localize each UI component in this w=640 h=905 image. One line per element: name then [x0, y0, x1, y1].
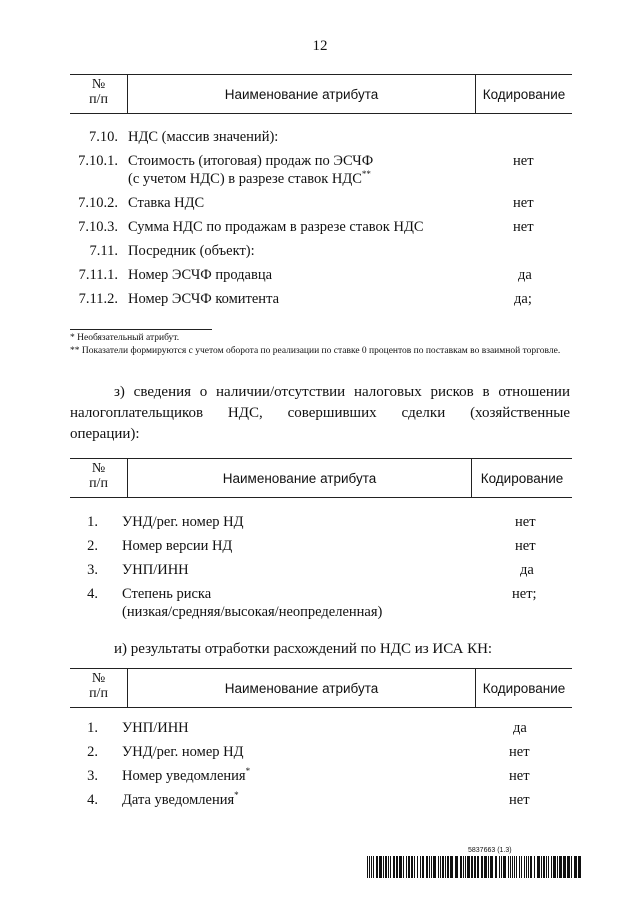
item-number: 4.: [87, 586, 98, 602]
item-code: нет;: [512, 586, 537, 602]
item-code: да;: [514, 291, 532, 307]
item-name: Стоимость (итоговая) продаж по ЭСЧФ: [128, 153, 374, 169]
item-number: 7.10.: [89, 129, 118, 145]
item-code: нет: [509, 792, 530, 808]
barcode-icon: [367, 856, 581, 878]
item-name: Сумма НДС по продажам в разрезе ставок НДС: [128, 219, 424, 235]
header-code-cell: Кодирование: [482, 86, 566, 102]
item-number: 2.: [87, 744, 98, 760]
item-name: УНД/рег. номер НД: [122, 514, 244, 530]
item-name: [122, 767, 250, 785]
header-name-cell: Наименование атрибута: [128, 75, 476, 113]
item-name: УНП/ИНН: [122, 562, 189, 578]
table-header-3: [70, 668, 572, 708]
item-code: да: [513, 720, 527, 736]
item-number: 7.10.2.: [78, 195, 118, 211]
item-code: да: [518, 267, 532, 283]
item-code: нет: [515, 538, 536, 554]
header-num-cell: [70, 459, 128, 497]
header-num-abbr: п/п: [89, 476, 108, 491]
footnote-divider: [70, 329, 212, 330]
item-name: Степень риска: [122, 586, 212, 602]
footnote-1: * Необязательный атрибут.: [70, 333, 180, 343]
header-num-cell: [70, 669, 128, 707]
item-number: 7.11.1.: [78, 267, 118, 283]
footnote-mark: *: [245, 766, 251, 777]
paragraph-z-line1: з) сведения о наличии/отсутствии налоговых рисков в отношении: [114, 384, 570, 400]
header-num-abbr: п/п: [89, 92, 108, 107]
item-code: да: [520, 562, 534, 578]
item-name-line2: (низкая/средняя/высокая/неопределенная): [122, 604, 383, 620]
item-number: 3.: [87, 562, 98, 578]
item-name: Ставка НДС: [128, 195, 205, 211]
header-num-abbr: п/п: [89, 686, 108, 701]
item-code: нет: [513, 153, 534, 169]
item-name: НДС (массив значений):: [128, 129, 279, 145]
item-number: 7.10.3.: [78, 219, 118, 235]
item-number: 1.: [87, 720, 98, 736]
item-number: 3.: [87, 768, 98, 784]
table-header-1: [70, 74, 572, 114]
paragraph-i: и) результаты отработки расхождений по НДС из ИСА КН:: [114, 641, 493, 657]
table-header-2: [70, 458, 572, 498]
header-num-symbol: №: [91, 461, 106, 476]
item-name: УНП/ИНН: [122, 720, 189, 736]
item-name-text: Номер уведомления: [122, 768, 246, 784]
header-code-cell: Кодирование: [482, 680, 566, 696]
footnote-mark: *: [234, 790, 239, 801]
item-code: нет: [513, 219, 534, 235]
item-code: нет: [513, 195, 534, 211]
item-number: 2.: [87, 538, 98, 554]
item-name-continued: [128, 170, 371, 188]
item-name: Номер ЭСЧФ продавца: [128, 267, 273, 283]
item-number: 7.11.: [89, 243, 118, 259]
item-name-text: Дата уведомления: [122, 792, 235, 808]
paragraph-z-line3: операции):: [70, 426, 140, 442]
paragraph-z: [70, 382, 570, 448]
item-name-line2: (с учетом НДС) в разрезе ставок НДС: [128, 171, 362, 187]
header-num-symbol: №: [91, 77, 106, 92]
item-number: 7.10.1.: [78, 153, 118, 169]
item-name: Посредник (объект):: [128, 243, 255, 259]
barcode-label: 5837663 (1.3): [468, 847, 512, 854]
paragraph-z-line2: налогоплательщиков НДС, совершивших сделки (хозяйственные: [70, 405, 570, 421]
item-name: Номер версии НД: [122, 538, 233, 554]
item-name: [122, 791, 239, 809]
header-name-cell: Наименование атрибута: [128, 669, 476, 707]
header-num-cell: [70, 75, 128, 113]
footnote-2: ** Показатели формируются с учетом оборота по реализации по ставке 0 процентов по поставкам во взаимной торговле.: [70, 346, 561, 356]
header-name-cell: Наименование атрибута: [128, 459, 472, 497]
item-number: 7.11.2.: [78, 291, 118, 307]
item-name: Номер ЭСЧФ комитента: [128, 291, 280, 307]
header-code-cell: Кодирование: [480, 470, 564, 486]
item-code: нет: [515, 514, 536, 530]
footnote-mark: **: [361, 169, 371, 180]
item-number: 4.: [87, 792, 98, 808]
page-number: 12: [312, 38, 328, 54]
item-name: УНД/рег. номер НД: [122, 744, 244, 760]
item-code: нет: [509, 768, 530, 784]
item-code: нет: [509, 744, 530, 760]
header-num-symbol: №: [91, 671, 106, 686]
item-number: 1.: [87, 514, 98, 530]
